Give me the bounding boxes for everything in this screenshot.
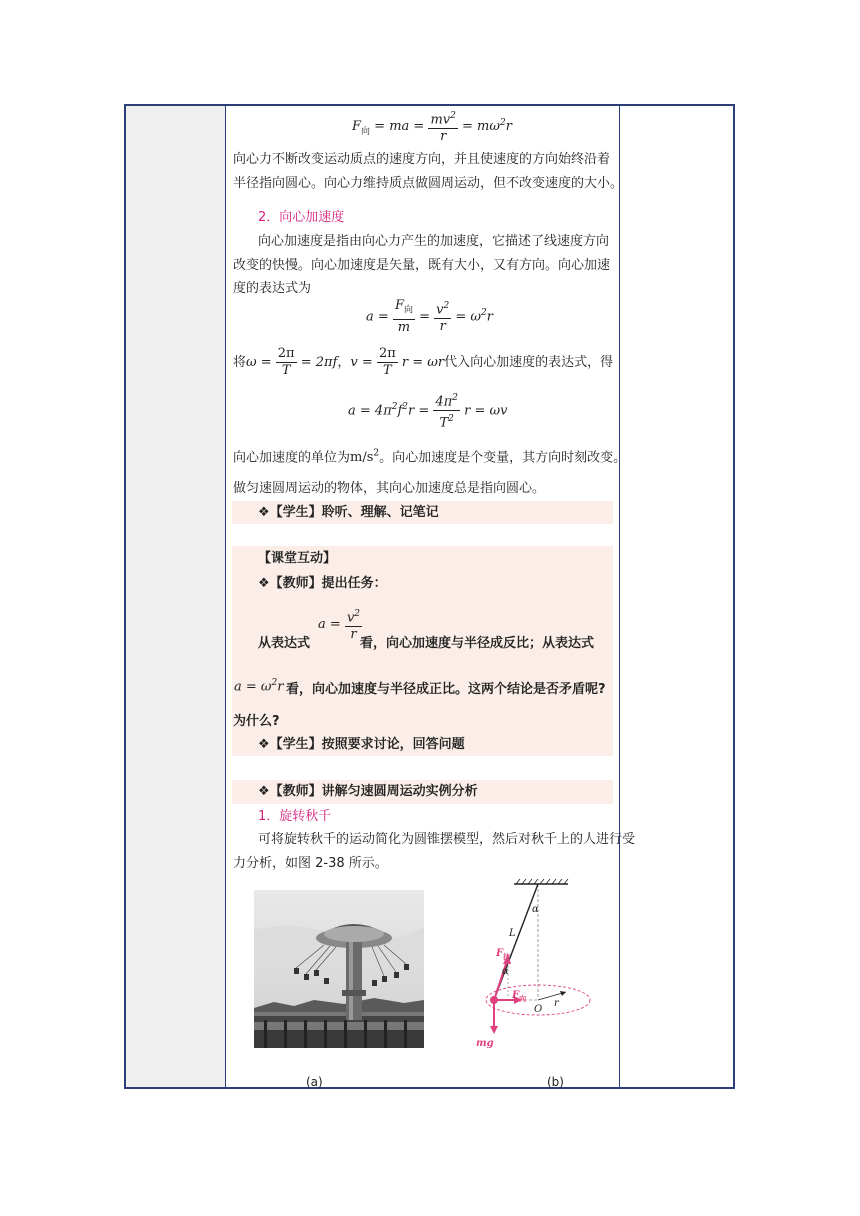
question-line2-suffix: 看，向心加速度与半径成正比。这两个结论是否矛盾呢? bbox=[286, 682, 606, 697]
paragraph2-line1: 向心加速度是指由向心力产生的加速度，它描述了线速度方向 bbox=[258, 234, 610, 249]
table-right-column bbox=[619, 106, 733, 1087]
classroom-heading: 【课堂互动】 bbox=[258, 551, 337, 566]
diagram-O: O bbox=[534, 1004, 543, 1015]
section2-heading: 2．向心加速度 bbox=[258, 210, 345, 225]
table-left-column bbox=[126, 106, 226, 1087]
formula-a-v2-over-r: a = $\frac{v^2}{r}$ bbox=[318, 606, 362, 643]
example1-line1: 可将旋转秋千的运动简化为圆锥摆模型，然后对秋千上的人进行受 bbox=[258, 832, 636, 847]
paragraph2-line3: 度的表达式为 bbox=[233, 281, 312, 296]
diagram-alpha-top: α bbox=[532, 904, 539, 915]
diagram-r: r bbox=[554, 998, 559, 1009]
diagram-alpha-side: α bbox=[502, 966, 509, 977]
figure-a-label: (a) bbox=[306, 1075, 323, 1089]
diagram-L: L bbox=[509, 928, 516, 939]
teacher-task: ❖【教师】提出任务： bbox=[258, 576, 387, 591]
question-line1-suffix: 看，向心加速度与半径成反比；从表达式 bbox=[360, 636, 595, 651]
unit-line: 向心加速度的单位为$m/s^2$。向心加速度是个变量，其方向时刻改变。 bbox=[233, 449, 627, 466]
substitution-line: 将ω = $\frac{2\pi}{T}$ = 2πf，v = $\frac{2\pi}{T}$ r = ωr代入向心加速度的表达式，得 bbox=[233, 346, 614, 378]
teacher-explain: ❖【教师】讲解匀速圆周运动实例分析 bbox=[258, 784, 478, 799]
question-line1-prefix: 从表达式 bbox=[258, 636, 311, 651]
example1-line2: 力分析，如图 2-38 所示。 bbox=[233, 856, 388, 871]
direction-line: 做匀速圆周运动的物体，其向心加速度总是指向圆心。 bbox=[233, 481, 546, 496]
diagram-mg: mg bbox=[476, 1038, 494, 1049]
paragraph1-line2: 半径指向圆心。向心力维持质点做圆周运动，但不改变速度的大小。 bbox=[233, 176, 624, 191]
paragraph2-line2: 改变的快慢。向心加速度是矢量，既有大小，又有方向。向心加速 bbox=[233, 258, 611, 273]
formula-a-omega2-r: $a = \omega^2r$ bbox=[234, 678, 284, 695]
formula-centripetal-force: $F_向$ = ma = $\frac{mv^2}{r}$ = $m\omega^2r$ bbox=[352, 108, 512, 145]
figure-a-photo bbox=[254, 890, 424, 1048]
diagram-F-pull: $F_拉$ bbox=[496, 948, 511, 961]
figure-b-label: (b) bbox=[547, 1075, 564, 1089]
student-discuss: ❖【学生】按照要求讨论，回答问题 bbox=[258, 737, 465, 752]
student-listen: ❖【学生】聆听、理解、记笔记 bbox=[258, 505, 439, 520]
diagram-F-center: $F_向$ bbox=[512, 990, 527, 1003]
paragraph1-line1: 向心力不断改变运动质点的速度方向，并且使速度的方向始终沿着 bbox=[233, 152, 611, 167]
formula-acceleration-expanded: $a = 4\pi^2f^2r$ = $\frac{4\pi^2}{T^2}$ r = ωv bbox=[348, 390, 507, 432]
figure-b-diagram bbox=[468, 878, 598, 1058]
formula-centripetal-acceleration: a = $\frac{F_向}{m}$ = $\frac{v^2}{r}$ = $\omega^2r$ bbox=[366, 298, 493, 335]
question-line3: 为什么? bbox=[233, 714, 280, 729]
example1-heading: 1．旋转秋千 bbox=[258, 809, 332, 824]
